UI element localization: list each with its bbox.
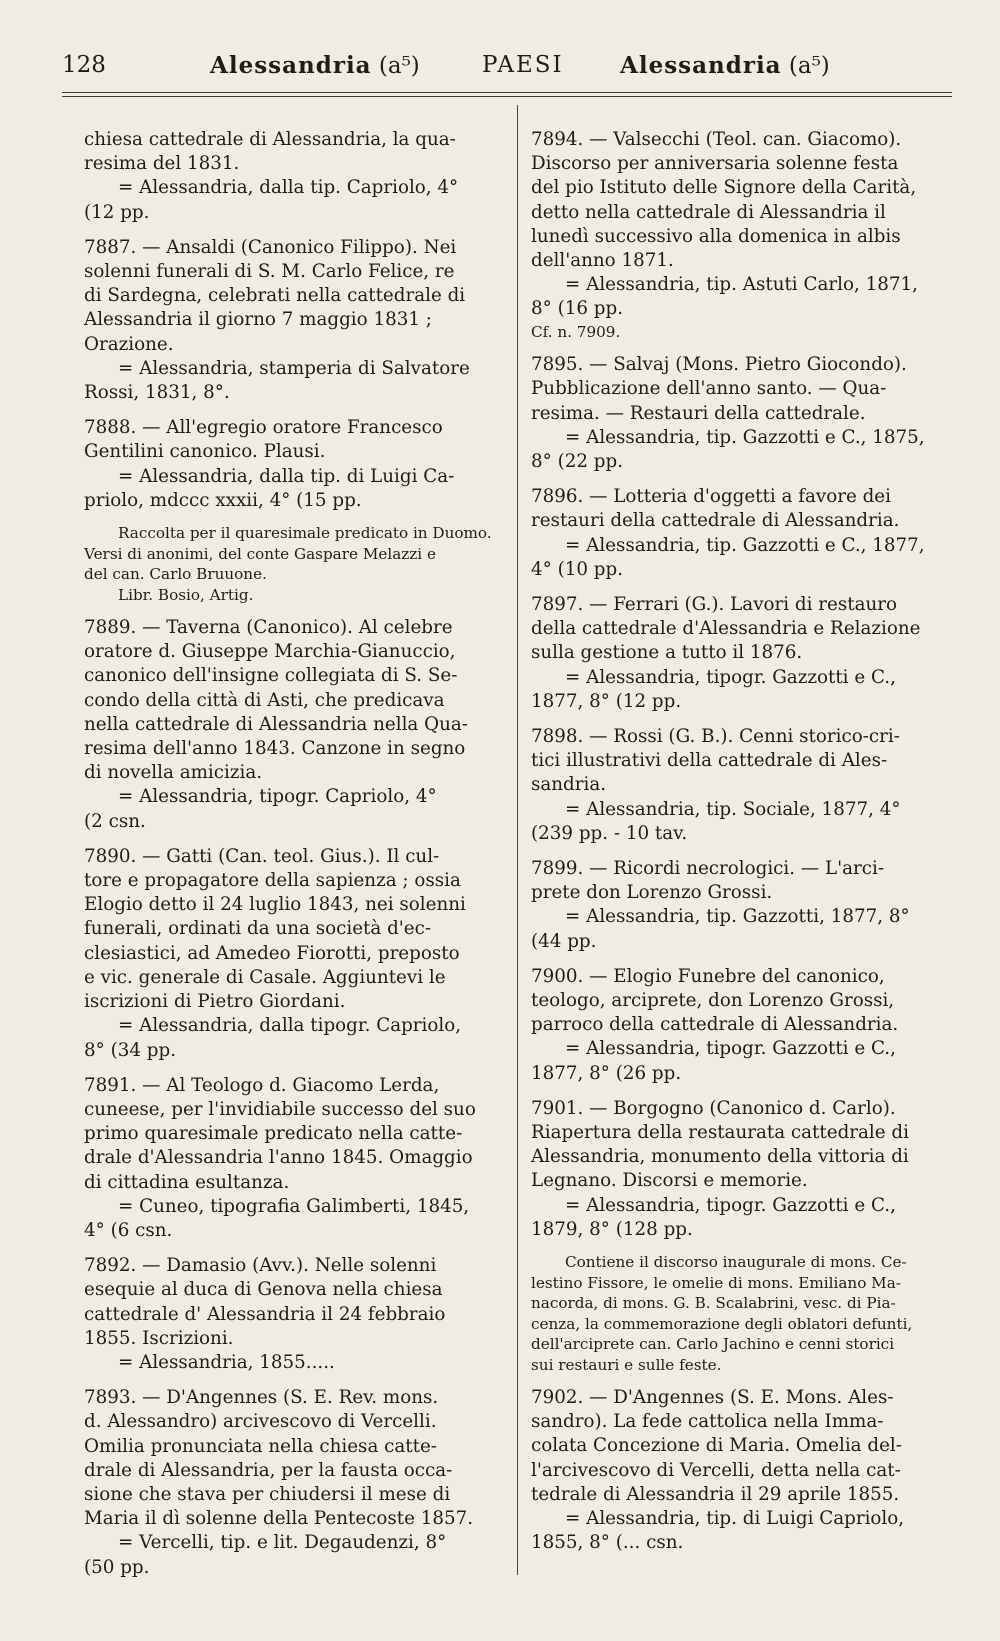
entry-line: Pubblicazione dell'anno santo. — Qua- [531, 378, 887, 400]
entry-line: lunedì successivo alla domenica in albis [531, 225, 901, 247]
entry-line: 7888. — All'egregio oratore Francesco [84, 417, 443, 439]
entry-line: Elogio detto il 24 luglio 1843, nei solenni [84, 894, 466, 916]
entry-line: 8° (16 pp. [531, 298, 624, 320]
left-column [84, 128, 506, 1591]
entry-line: 7891. — Al Teologo d. Giacomo Lerda, [84, 1074, 440, 1096]
entry-line: 8° (34 pp. [84, 1039, 177, 1061]
entry-line: Omilia pronunciata nella chiesa catte- [84, 1435, 437, 1457]
entry-line: primo quaresimale predicato nella catte- [84, 1123, 463, 1145]
entry-line: teologo, arciprete, don Lorenzo Grossi, [531, 990, 895, 1011]
entry-line: della cattedrale d'Alessandria e Relazione [531, 618, 921, 640]
entry-line: 7897. — Ferrari (G.). Lavori di restauro [531, 593, 897, 615]
entry-line: Orazione. [84, 333, 174, 355]
right-note: (a⁵) [788, 53, 830, 79]
entry-line: = Alessandria, tipogr. Gazzotti e C., [565, 666, 896, 688]
entry-line: resima dell'anno 1843. Canzone in segno [84, 738, 466, 760]
bibliography-entry [531, 1386, 959, 1555]
entry-line: = Alessandria, dalla tip. di Luigi Ca- [118, 465, 455, 487]
entry-line: Discorso per anniversaria solenne festa [531, 153, 899, 175]
entry-line: parroco della cattedrale di Alessandria. [531, 1014, 899, 1036]
note-spacer [84, 513, 506, 523]
entry-line: 7887. — Ansaldi (Canonico Filippo). Nei [84, 236, 457, 258]
entry-line: solenni funerali di S. M. Carlo Felice, re [84, 261, 455, 283]
entry-line: = Alessandria, tip. Astuti Carlo, 1871, [565, 274, 918, 296]
entry-note-line: lestino Fissore, le omelie di mons. Emiliano Ma- [531, 1273, 901, 1292]
entry-line: = Alessandria, tipogr. Gazzotti e C., [565, 1194, 896, 1216]
entry-line: restauri della cattedrale di Alessandria. [531, 510, 900, 532]
bibliography-entry [531, 857, 959, 954]
bibliography-entry [531, 353, 959, 474]
entry-line: condo della città di Asti, che predicava [84, 689, 445, 711]
entry-line: sulla gestione a tutto il 1876. [531, 642, 803, 664]
entry-line: 7890. — Gatti (Can. teol. Gius.). Il cul- [84, 845, 440, 867]
page-number: 128 [62, 52, 106, 78]
entry-line: 7894. — Valsecchi (Teol. can. Giacomo). [531, 129, 902, 150]
entry-line: sandro). La fede cattolica nella Imma- [531, 1411, 884, 1433]
entry-line: resima. — Restauri della cattedrale. [531, 402, 866, 424]
entry-line: (44 pp. [531, 930, 597, 952]
entry-line: 7901. — Borgogno (Canonico d. Carlo). [531, 1097, 896, 1119]
entry-line: 1877, 8° (26 pp. [531, 1062, 682, 1084]
entry-line: = Alessandria, dalla tipogr. Capriolo, [118, 1015, 462, 1037]
bibliography-entry [84, 616, 506, 834]
running-header [62, 52, 942, 88]
right-column [531, 128, 959, 1566]
entry-line: tore e propagatore della sapienza ; ossia [84, 870, 461, 892]
bibliography-entry [531, 965, 959, 1086]
entry-line: esequie al duca di Genova nella chiesa [84, 1279, 443, 1301]
entry-line: Rossi, 1831, 8°. [84, 382, 230, 404]
entry-line: funerali, ordinati da una società d'ec- [84, 918, 432, 940]
bibliography-entry [84, 416, 506, 605]
entry-note-line: Libr. Bosio, Artig. [118, 585, 254, 604]
column-divider [517, 105, 518, 1575]
entry-line: 4° (10 pp. [531, 558, 624, 580]
bibliography-entry [531, 725, 959, 846]
entry-line: Gentilini canonico. Plausi. [84, 441, 326, 463]
entry-line: iscrizioni di Pietro Giordani. [84, 991, 346, 1013]
entry-line: canonico dell'insigne collegiata di S. Se- [84, 665, 458, 687]
entry-note-line: Cf. n. 7909. [531, 322, 621, 341]
entry-line: prete don Lorenzo Grossi. [531, 882, 773, 904]
entry-line: 1879, 8° (128 pp. [531, 1218, 693, 1240]
entry-line: = Alessandria, tip. Gazzotti e C., 1877, [565, 534, 925, 556]
entry-line: detto nella cattedrale di Alessandria il [531, 201, 886, 223]
entry-line: 7899. — Ricordi necrologici. — L'arci- [531, 857, 885, 879]
section-title: PAESI [482, 52, 564, 78]
entry-line: = Alessandria, tip. Sociale, 1877, 4° [565, 798, 901, 820]
entry-line: drale di Alessandria, per la fausta occa- [84, 1459, 453, 1481]
entry-line: 7889. — Taverna (Canonico). Al celebre [84, 617, 453, 639]
entry-line: l'arcivescovo di Vercelli, detta nella cat- [531, 1459, 901, 1481]
entry-line: nella cattedrale di Alessandria nella Qua- [84, 713, 468, 735]
entry-line: = Alessandria, tip. Gazzotti e C., 1875, [565, 426, 925, 448]
left-note: (a⁵) [378, 53, 420, 79]
entry-line: 8° (22 pp. [531, 450, 624, 472]
entry-line: oratore d. Giuseppe Marchia-Gianuccio, [84, 641, 456, 663]
entry-line: resima del 1831. [84, 153, 240, 175]
entry-line: drale d'Alessandria l'anno 1845. Omaggio [84, 1147, 473, 1169]
entry-line: Maria il dì solenne della Pentecoste 1857. [84, 1508, 474, 1530]
entry-line: Legnano. Discorsi e memorie. [531, 1170, 808, 1192]
entry-line: chiesa cattedrale di Alessandria, la qua- [84, 129, 456, 150]
entry-line: 7896. — Lotteria d'oggetti a favore dei [531, 486, 891, 508]
entry-note-line: Contiene il discorso inaugurale di mons. Ce- [565, 1253, 907, 1272]
entry-line: di novella amicizia. [84, 762, 263, 784]
entry-line: cattedrale d' Alessandria il 24 febbraio [84, 1303, 446, 1325]
entry-line: colata Concezione di Maria. Omelia del- [531, 1435, 902, 1457]
entry-line: 7893. — D'Angennes (S. E. Rev. mons. [84, 1387, 439, 1409]
entry-note-line: dell'arciprete can. Carlo Jachino e cenni storici [531, 1335, 895, 1354]
bibliography-entry [531, 1097, 959, 1375]
entry-note-line: del can. Carlo Bruuone. [84, 565, 267, 584]
bibliography-entry [84, 236, 506, 405]
entry-line: = Alessandria, tip. Gazzotti, 1877, 8° [565, 906, 910, 928]
entry-line: 7902. — D'Angennes (S. E. Mons. Ales- [531, 1387, 894, 1409]
header-rule [62, 92, 952, 97]
bibliography-entry [531, 485, 959, 582]
entry-line: = Alessandria, 1855..... [118, 1351, 335, 1373]
entry-line: e vic. generale di Casale. Aggiuntevi le [84, 966, 446, 988]
entry-line: = Alessandria, tip. di Luigi Capriolo, [565, 1508, 905, 1530]
entry-line: 7895. — Salvaj (Mons. Pietro Giocondo). [531, 354, 907, 376]
entry-line: (12 pp. [84, 201, 150, 223]
entry-line: 1855. Iscrizioni. [84, 1327, 234, 1349]
entry-line: priolo, mdccc xxxii, 4° (15 pp. [84, 489, 362, 511]
entry-line: tici illustrativi della cattedrale di Ales- [531, 750, 888, 772]
entry-line: cuneese, per l'invidiabile successo del suo [84, 1098, 476, 1120]
entry-line: tedrale di Alessandria il 29 aprile 1855. [531, 1483, 900, 1505]
entry-line: 7898. — Rossi (G. B.). Cenni storico-cri- [531, 725, 900, 747]
entry-line: = Vercelli, tip. e lit. Degaudenzi, 8° [118, 1532, 447, 1554]
bibliography-entry [84, 845, 506, 1063]
left-title: Alessandria [210, 52, 372, 79]
entry-note-line: Raccolta per il quaresimale predicato in Duomo. [118, 524, 492, 543]
bibliography-entry [84, 128, 506, 225]
entry-note-line: cenza, la commemorazione degli oblatori defunti, [531, 1314, 913, 1333]
right-title: Alessandria [620, 52, 782, 79]
entry-line: 1855, 8° (... csn. [531, 1532, 684, 1554]
bibliography-entry [84, 1254, 506, 1375]
bibliography-entry [84, 1386, 506, 1580]
entry-note-line: nacorda, di mons. G. B. Scalabrini, vesc. di Pia- [531, 1294, 896, 1313]
entry-line: sandria. [531, 774, 607, 796]
entry-line: (239 pp. - 10 tav. [531, 822, 688, 844]
entry-line: = Alessandria, stamperia di Salvatore [118, 357, 470, 379]
entry-line: di Sardegna, celebrati nella cattedrale di [84, 285, 466, 307]
entry-line: 1877, 8° (12 pp. [531, 690, 682, 712]
entry-line: (2 csn. [84, 810, 146, 832]
right-running-title [620, 52, 830, 79]
entry-line: sione che stava per chiudersi il mese di [84, 1483, 451, 1505]
bibliography-entry [84, 1074, 506, 1243]
entry-line: Alessandria, monumento della vittoria di [531, 1146, 909, 1168]
bibliography-entry [531, 128, 959, 342]
entry-line: 4° (6 csn. [84, 1219, 173, 1241]
entry-line: dell'anno 1871. [531, 250, 674, 272]
entry-line: (50 pp. [84, 1556, 150, 1578]
entry-line: 7900. — Elogio Funebre del canonico, [531, 965, 885, 987]
entry-note-line: sui restauri e sulle feste. [531, 1355, 722, 1374]
entry-line: 7892. — Damasio (Avv.). Nelle solenni [84, 1255, 437, 1277]
entry-line: = Cuneo, tipografia Galimberti, 1845, [118, 1195, 470, 1217]
entry-line: d. Alessandro) arcivescovo di Vercelli. [84, 1411, 437, 1433]
entry-line: Riapertura della restaurata cattedrale di [531, 1122, 909, 1144]
entry-line: = Alessandria, dalla tip. Capriolo, 4° [118, 177, 459, 199]
entry-line: = Alessandria, tipogr. Capriolo, 4° [118, 786, 437, 808]
entry-note-line: Versi di anonimi, del conte Gaspare Melazzi e [84, 544, 436, 563]
left-running-title [210, 52, 420, 79]
entry-line: del pio Istituto delle Signore della Carità, [531, 177, 917, 199]
bibliography-entry [531, 593, 959, 714]
entry-line: = Alessandria, tipogr. Gazzotti e C., [565, 1038, 896, 1060]
note-spacer [531, 1242, 959, 1252]
entry-line: di cittadina esultanza. [84, 1171, 290, 1193]
entry-line: clesiastici, ad Amedeo Fiorotti, preposto [84, 942, 460, 964]
entry-line: Alessandria il giorno 7 maggio 1831 ; [84, 309, 432, 331]
